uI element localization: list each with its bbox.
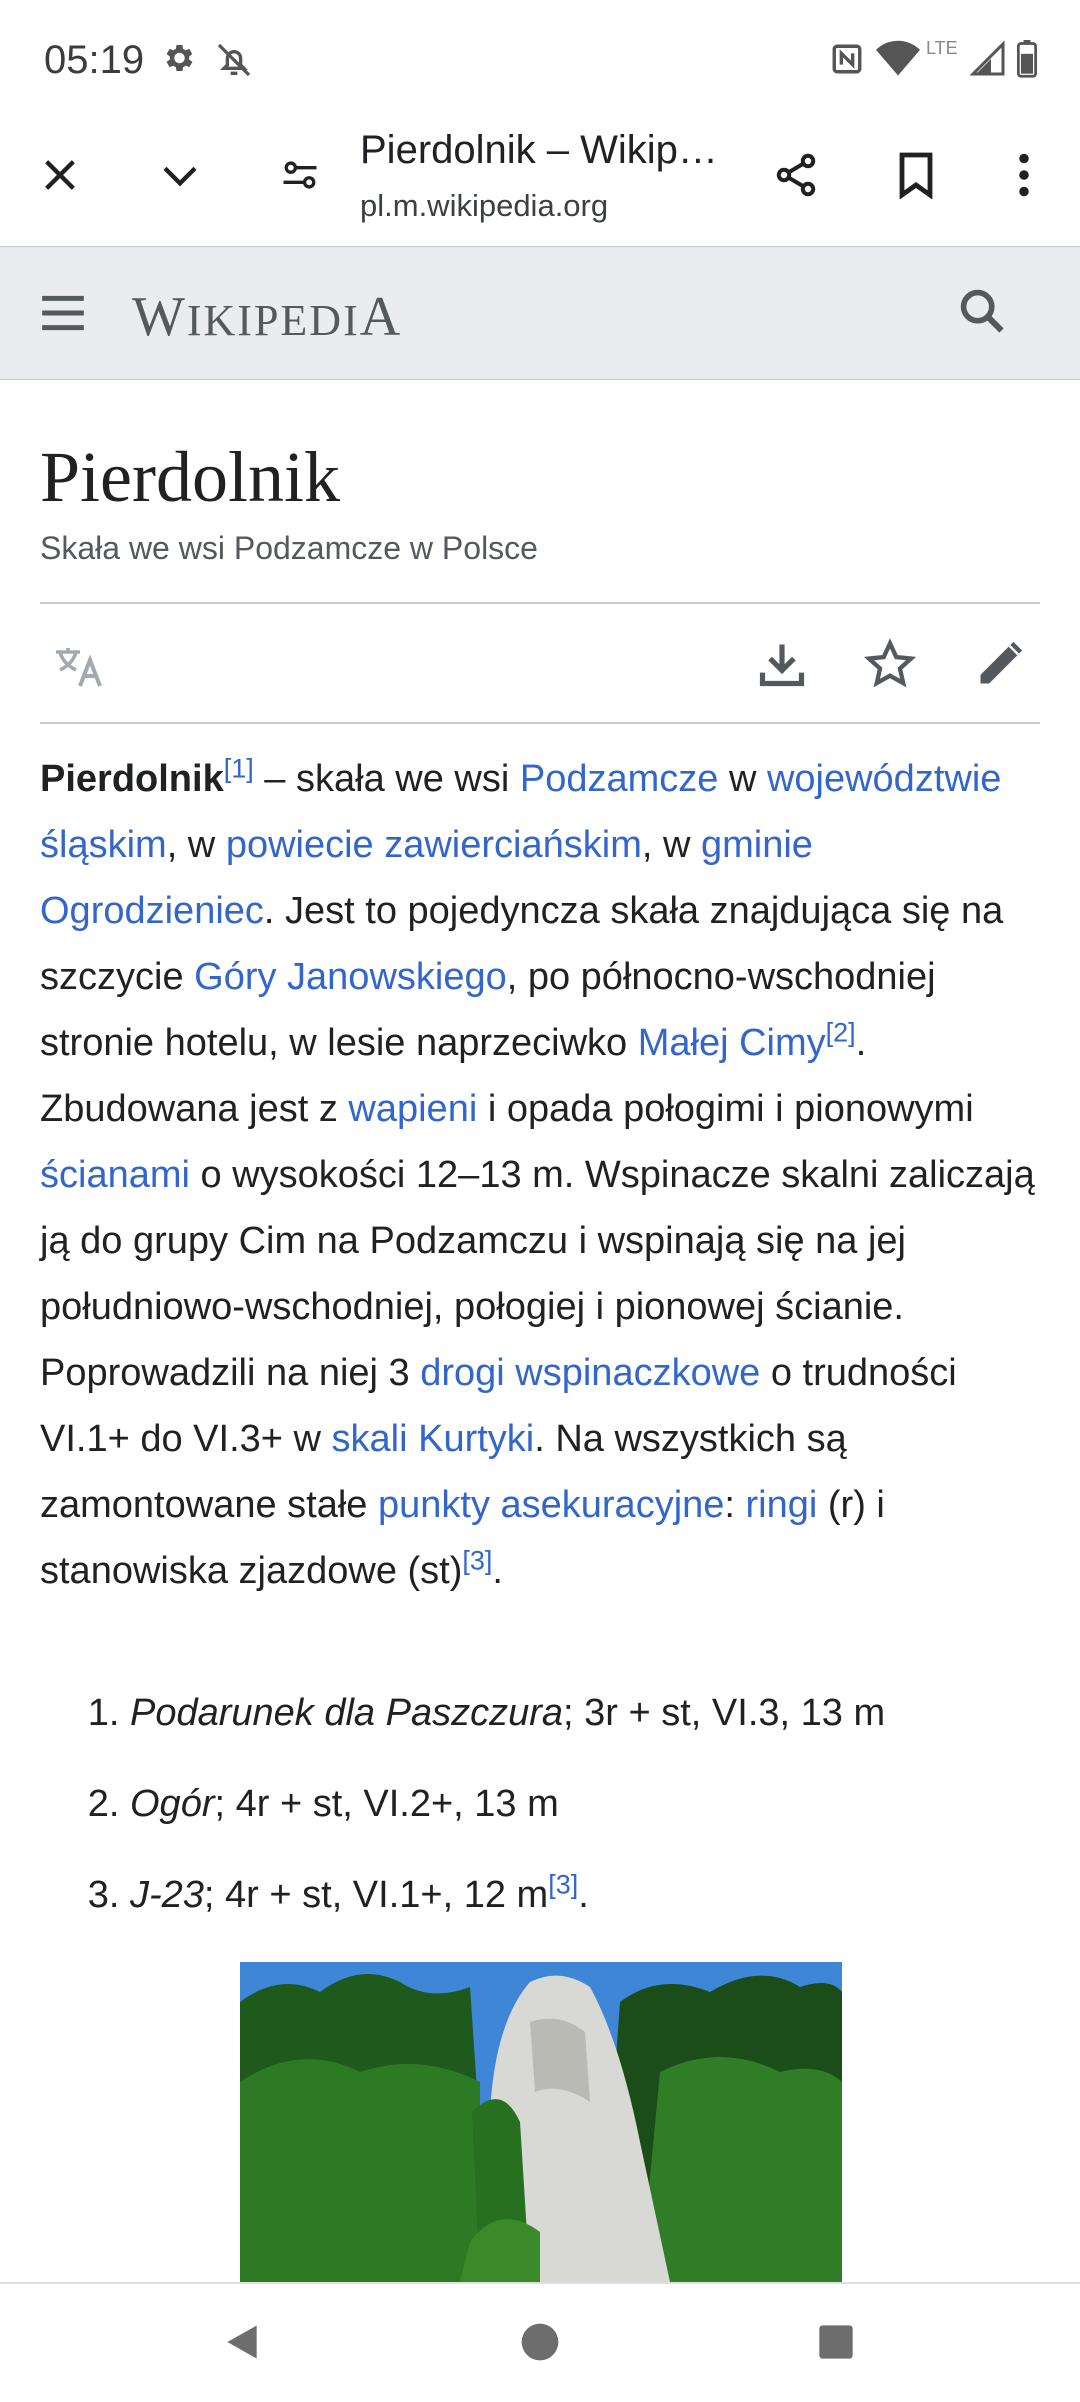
reference-link[interactable]: [1]	[223, 753, 254, 784]
hamburger-menu-icon	[38, 291, 88, 335]
bookmark-icon	[896, 151, 936, 199]
signal-icon	[970, 40, 1006, 83]
bookmark-button[interactable]	[866, 120, 966, 230]
page-subtitle: Skała we wsi Podzamcze w Polsce	[40, 530, 538, 566]
link-sciana[interactable]: ścianami	[40, 1154, 190, 1196]
link-skala-kurtyki[interactable]: skali Kurtyki	[331, 1418, 535, 1460]
search-icon	[956, 285, 1008, 337]
main-menu-button[interactable]	[38, 291, 88, 340]
pencil-icon	[974, 638, 1026, 690]
wikipedia-header	[0, 246, 1080, 380]
page-url: pl.m.wikipedia.org	[360, 188, 609, 223]
close-icon	[40, 155, 80, 195]
home-circle-icon	[518, 2320, 562, 2364]
browser-toolbar	[0, 120, 1080, 246]
link-podzamcze[interactable]: Podzamcze	[519, 758, 719, 800]
reference-link[interactable]: [2]	[825, 1017, 856, 1048]
reference-link[interactable]: [3]	[548, 1869, 579, 1900]
divider	[40, 722, 1040, 724]
link-gmina[interactable]: gminie Ogrodzieniec	[40, 824, 813, 932]
close-button[interactable]	[10, 120, 110, 230]
site-settings-button[interactable]	[250, 120, 350, 230]
link-ringi[interactable]: ringi	[745, 1484, 818, 1526]
share-icon	[772, 151, 820, 199]
tune-icon	[278, 153, 322, 197]
settings-gear-icon	[160, 40, 196, 81]
page-actions	[40, 604, 1040, 724]
wifi-icon	[876, 40, 920, 83]
climbing-routes-list	[84, 1680, 1080, 1953]
chevron-down-icon	[156, 155, 204, 195]
battery-icon	[1016, 40, 1038, 83]
download-button[interactable]	[756, 638, 808, 695]
wikipedia-wordmark[interactable]: WIKIPEDIA	[132, 286, 403, 348]
link-mala-cima[interactable]: Małej Cimy	[637, 1022, 826, 1064]
translate-icon	[54, 644, 106, 688]
link-gora-janowskiego[interactable]: Góry Janowskiego	[194, 956, 507, 998]
more-vert-icon	[1018, 153, 1030, 197]
language-button[interactable]	[54, 644, 106, 693]
minimize-button[interactable]	[130, 120, 230, 230]
system-navigation-bar	[0, 2282, 1080, 2402]
edit-button[interactable]	[974, 638, 1026, 695]
notifications-off-icon	[214, 40, 254, 85]
network-type-label: LTE	[926, 38, 958, 58]
article-image[interactable]	[240, 1962, 842, 2282]
page-title-tab: Pierdolnik – Wikip…	[360, 128, 718, 172]
share-button[interactable]	[746, 120, 846, 230]
link-wapienie[interactable]: wapieni	[348, 1088, 478, 1130]
nfc-icon	[830, 40, 864, 83]
link-drogi-wspinaczkowe[interactable]: drogi wspinaczkowe	[420, 1352, 761, 1394]
page-title: Pierdolnik	[40, 437, 340, 517]
recents-button[interactable]	[816, 2322, 856, 2367]
reference-link[interactable]: [3]	[462, 1545, 493, 1576]
list-item: 1. Podarunek dla Paszczura; 3r + st, VI.3, 13 m	[130, 1680, 1080, 1771]
search-button[interactable]	[956, 285, 1008, 342]
link-punkty-asekuracyjne[interactable]: punkty asekuracyjne	[377, 1484, 725, 1526]
back-button[interactable]	[220, 2320, 264, 2369]
back-triangle-icon	[220, 2320, 264, 2364]
more-options-button[interactable]	[974, 120, 1074, 230]
intro-paragraph: Pierdolnik[1] – skała we wsi Podzamcze w województwie śląskim, w powiecie zawierciańskim, w gminie Ogrodzieniec. Jest to pojedyncza skała znajdująca się na szczycie Góry Janowskiego, po północno-wschodniej stronie hotelu, w lesie naprzeciwko Małej Cimy[2]. Zbudowana jest z wapieni i opada połogimi i pionowymi ścianami o wysokości 12–13 m. Wspinacze skalni zaliczają ją do grupy Cim na Podzamczu i wspinają się na jej południowo-wschodniej, połogiej i pionowej ścianie. Poprowadzili na niej 3 drogi wspinaczkowe o trudności VI.1+ do VI.3+ w skali Kurtyki. Na wszystkich są zamontowane stałe punkty asekuracyjne: ringi (r) i stanowiska zjazdowe (st)[3].	[40, 753, 1035, 1592]
star-icon	[864, 638, 916, 690]
link-powiat[interactable]: powiecie zawierciańskim	[225, 824, 642, 866]
status-time: 05:19	[44, 38, 145, 82]
watch-button[interactable]	[864, 638, 916, 695]
download-icon	[756, 638, 808, 690]
link-wojewodztwo[interactable]: województwie śląskim	[40, 758, 1002, 866]
list-item: 3. J-23; 4r + st, VI.1+, 12 m[3].	[130, 1862, 1080, 1953]
recents-square-icon	[816, 2322, 856, 2362]
home-button[interactable]	[518, 2320, 562, 2369]
status-bar	[0, 0, 1080, 120]
list-item: 2. Ogór; 4r + st, VI.2+, 13 m	[130, 1771, 1080, 1862]
